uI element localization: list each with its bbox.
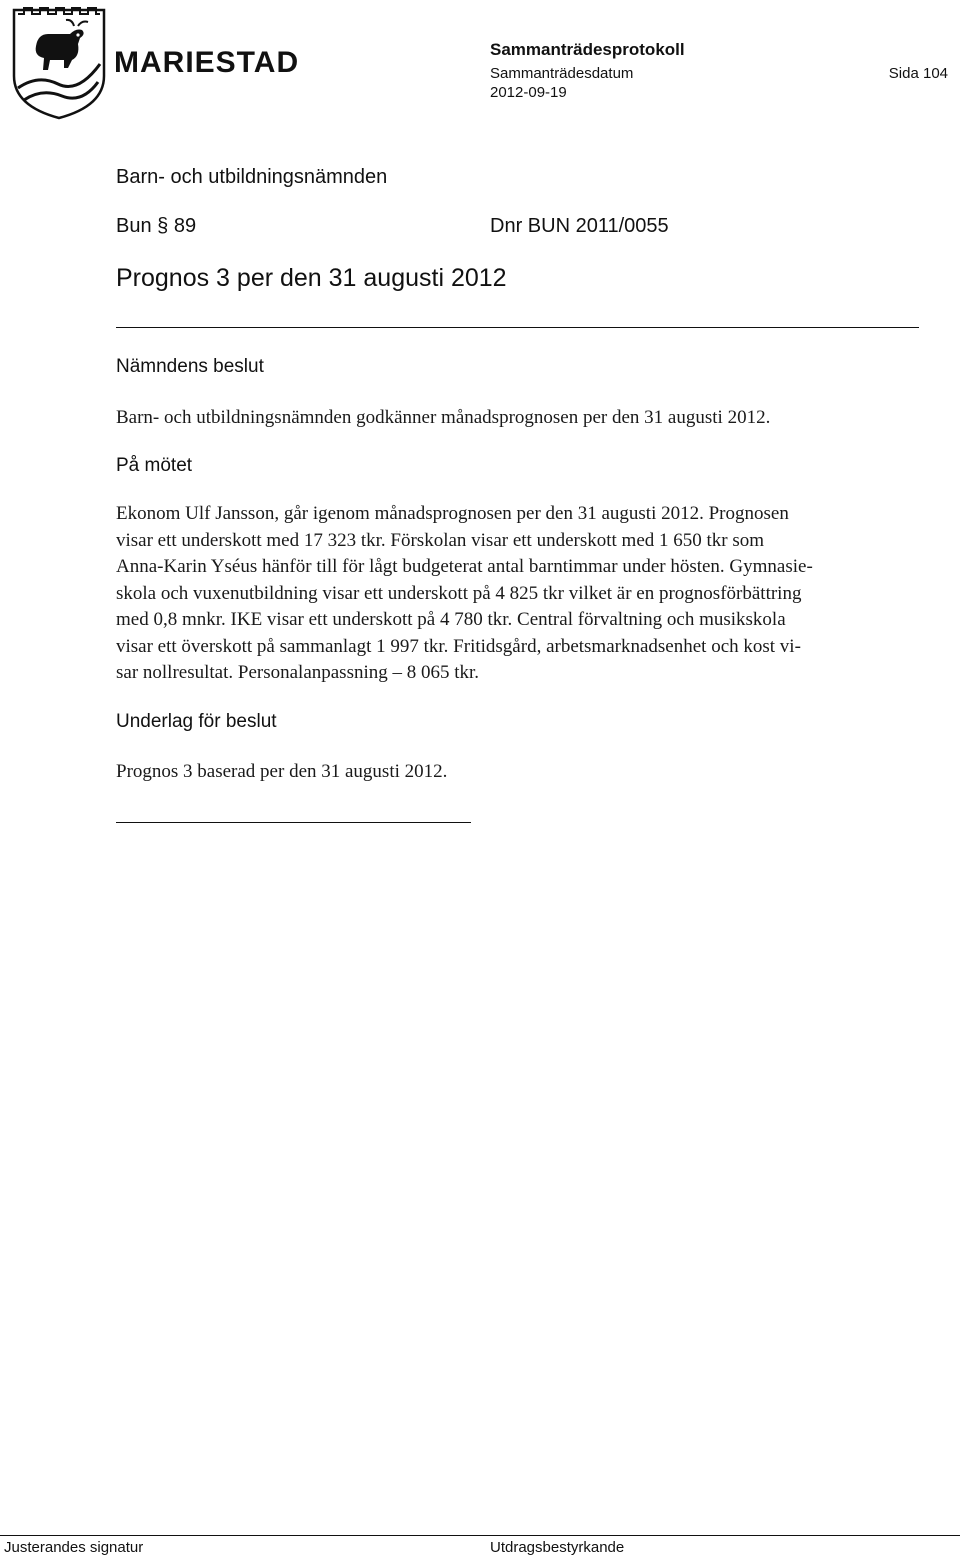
- meeting-text-line: Anna-Karin Yséus hänför till för lågt budgeterat antal barntimmar under hösten. Gymnasie-: [116, 556, 813, 577]
- adjuster-signature-label: Justerandes signatur: [4, 1539, 144, 1556]
- page-number: Sida 104: [888, 65, 948, 82]
- section-end-divider: [116, 822, 471, 823]
- meeting-text-line: sar nollresultat. Personalanpassning – 8 065 tkr.: [116, 662, 480, 683]
- meeting-text-line: visar ett överskott på sammanlagt 1 997 tkr. Fritidsgård, arbetsmarknadsenhet och kost vi-: [116, 635, 801, 657]
- case-number: Bun § 89: [116, 215, 197, 237]
- coat-of-arms-icon: [8, 4, 300, 122]
- decision-text: Barn- och utbildningsnämnden godkänner månadsprognosen per den 31 augusti 2012.: [116, 407, 771, 428]
- extract-certification-label: Utdragsbestyrkande: [490, 1539, 625, 1556]
- mariestad-logo: [8, 4, 300, 122]
- meeting-date-label: Sammanträdesdatum: [490, 65, 634, 82]
- meeting-text: [116, 501, 946, 687]
- divider: [116, 327, 919, 328]
- document-title: Sammanträdesprotokoll: [490, 40, 685, 59]
- basis-text: Prognos 3 baserad per den 31 augusti 2012.: [116, 761, 448, 782]
- case-dnr: Dnr BUN 2011/0055: [490, 215, 669, 237]
- meeting-heading: På mötet: [116, 455, 193, 476]
- committee-name: Barn- och utbildningsnämnden: [116, 166, 388, 188]
- meeting-text-line: visar ett underskott med 17 323 tkr. Förskolan visar ett underskott med 1 650 tkr som: [116, 529, 765, 551]
- meeting-text-line: med 0,8 mnkr. IKE visar ett underskott på 4 780 tkr. Central förvaltning och musikskola: [116, 609, 786, 630]
- logo-wordmark: MARIESTAD: [114, 46, 300, 79]
- decision-heading: Nämndens beslut: [116, 356, 264, 377]
- meeting-date-value: 2012-09-19: [490, 84, 567, 101]
- meeting-text-line: skola och vuxenutbildning visar ett underskott på 4 825 tkr vilket är en prognosförbättring: [116, 582, 802, 604]
- footer-divider: [0, 1535, 960, 1536]
- page-title: Prognos 3 per den 31 augusti 2012: [116, 264, 507, 292]
- meeting-text-line: Ekonom Ulf Jansson, går igenom månadsprognosen per den 31 augusti 2012. Prognosen: [116, 503, 789, 524]
- basis-heading: Underlag för beslut: [116, 711, 277, 732]
